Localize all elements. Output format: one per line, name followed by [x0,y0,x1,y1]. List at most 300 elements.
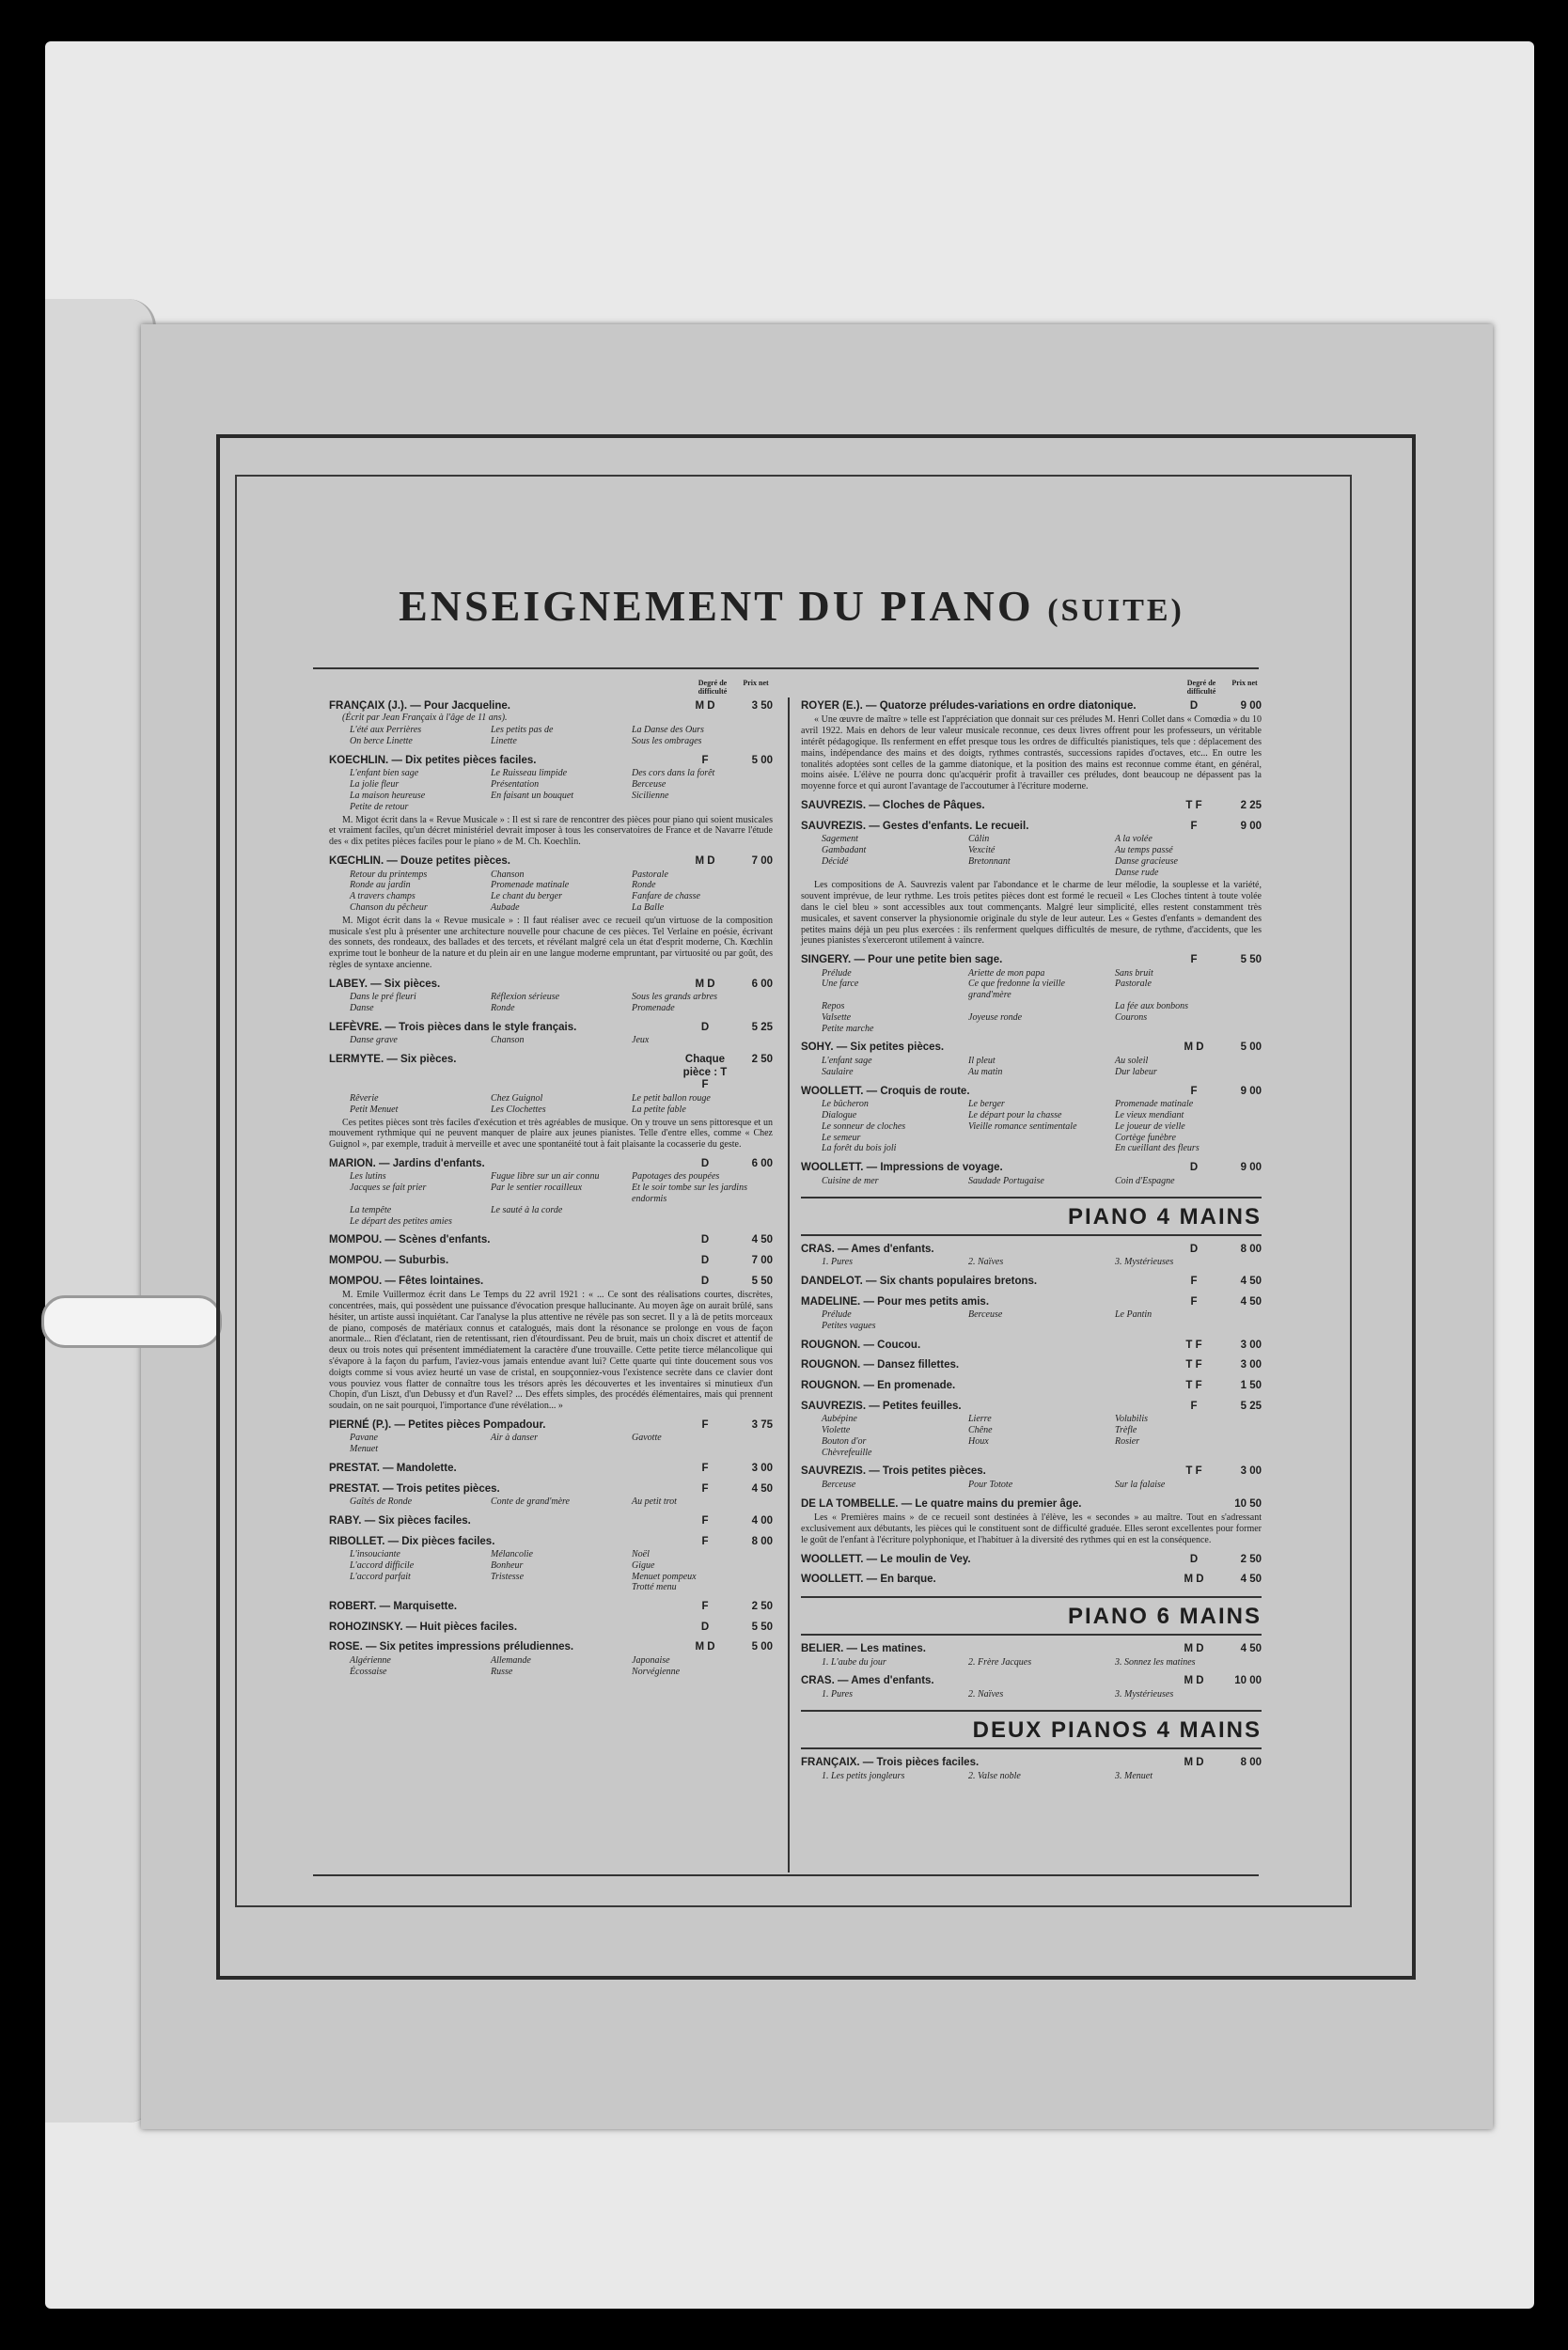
piece-title: Décidé [822,855,849,867]
piece-list [822,1099,1262,1154]
piece-title: Les Clochettes [491,1104,546,1115]
piece-title: Au matin [968,1066,1003,1077]
catalogue-entry [329,755,773,848]
price: 4 50 [751,1482,773,1495]
piece-title: Bonheur [491,1559,524,1571]
piece-title: Noël [632,1549,650,1560]
piece-title: Courons [1115,1011,1148,1023]
piece-title: Au soleil [1115,1056,1149,1067]
piece-list [822,968,1262,1035]
difficulty-grade: F [701,1418,709,1431]
difficulty-grade: D [700,1275,710,1287]
price: 4 50 [1240,1276,1262,1288]
entry-title: SAUVREZIS. — Petites feuilles. [801,1400,962,1412]
entry-title: ROSE. — Six petites impressions préludiennes. [329,1641,574,1653]
price: 9 00 [1240,699,1262,712]
catalogue-entry [801,1554,1262,1567]
piece-title [968,1143,1115,1154]
entry-header [801,1162,1262,1175]
entry-title: KOECHLIN. — Dix petites pièces faciles. [329,754,537,766]
piece-title: Chanson du pêcheur [350,901,428,913]
difficulty-grade: F [701,754,709,766]
entry-header [329,1276,773,1289]
entry-title: PRESTAT. — Trois petites pièces. [329,1482,500,1495]
piece-title: Danse [350,1003,374,1014]
piece-list [822,1771,1262,1782]
piece-title: Par le sentier rocailleux [491,1183,583,1194]
catalogue-entry [329,700,773,747]
piece-title: En faisant un bouquet [491,790,574,801]
piece-title: Petit Menuet [350,1104,399,1115]
piece-title: Ronde au jardin [350,880,411,891]
piece-title: Bretonnant [968,855,1011,867]
entry-title: BELIER. — Les matines. [801,1643,926,1655]
piece-title: Pastorale [1115,979,1152,990]
piece-title: Des cors dans la forêt [632,768,715,779]
entry-title: CRAS. — Ames d'enfants. [801,1675,934,1687]
piece-title [822,868,968,879]
difficulty-grade: T F [1185,1339,1202,1351]
entry-header [329,855,773,869]
price: 5 00 [1240,1042,1262,1054]
entry-header [801,1401,1262,1414]
piece-title: Le sonneur de cloches [822,1120,906,1132]
piece-title: Volubilis [1115,1414,1149,1425]
piece-title: Vexcité [968,844,996,855]
entry-note: Ces petites pièces sont très faciles d'exécution et très agréables de musique. On y trouve un sens pittoresque et un mouvement rythmique qui ne peuvent manquer de plaire aux jeunes pianistes. Telle d'entre elles, comme « Chez Guignol », par exemple, traduit à merveille et avec une spontanéité tout à fait plaisante la cocasserie du geste. [329,1117,773,1151]
piece-title: Promenade matinale [1115,1099,1194,1110]
catalogue-entry [329,1022,773,1046]
piece-title: Danse rude [1115,867,1159,878]
catalogue-entry [801,1380,1262,1393]
price: 6 00 [751,978,773,990]
bottom-rule [313,1874,1259,1876]
piece-list [350,1496,773,1508]
entry-title: MADELINE. — Pour mes petits amis. [801,1295,990,1308]
entry-title: RIBOLLET. — Dix pièces faciles. [329,1535,495,1547]
piece-title: L'été aux Perrières [350,725,422,736]
price: 10 50 [1234,1497,1262,1510]
piece-title: Le sauté à la corde [491,1204,563,1215]
piece-title: Rêverie [350,1092,379,1104]
entry-header [801,1554,1262,1567]
entry-title: FRANÇAIX. — Trois pièces faciles. [801,1757,980,1769]
catalogue-entry [329,1276,773,1412]
piece-list [822,1056,1262,1078]
entry-title: MOMPOU. — Fêtes lointaines. [329,1275,484,1287]
two-pianos-list [801,1757,1262,1781]
piece-title: Trotté menu [632,1582,677,1593]
difficulty-grade: M D [1184,1643,1204,1655]
piece-title: 3. Sonnez les matines [1115,1656,1196,1668]
price: 3 00 [1240,1339,1262,1351]
section-deux-pianos: DEUX PIANOS 4 MAINS [801,1710,1262,1749]
piece-title: Dans le pré fleuri [350,992,416,1003]
difficulty-grade: M D [1184,1042,1204,1054]
entry-title: ROUGNON. — Dansez fillettes. [801,1359,960,1371]
entry-title: LABEY. — Six pièces. [329,978,441,990]
piece-title: Et le soir tombe sur les jardins endormis [632,1183,747,1205]
entry-note: Les compositions de A. Sauvrezis valent par l'abondance et le charme de leur mélodie, la souplesse et la variété, souvent imprévue, de leur rythme. Les trois petites pièces dont est formé le recueil « Les Cloches tintent à toute volée dans le ciel bleu » sont accessibles aux tout commençants. Malgré leur simplicité, elles restent constamment très musicales, et savent conserver la physionomie originale du style de leur auteur. Les « Gestes d'enfants » demandent des petites mains déjà un peu plus exercées : ils renferment quelques difficultés de mesure, de rythme, d'accidents, que les jeunes pianistes s'exerceront utilement à vaincre. [801,880,1262,947]
piece-title: Linette [491,736,517,747]
entry-header [329,1054,773,1092]
price: 4 00 [751,1514,773,1527]
difficulty-grade: F [701,1482,709,1495]
difficulty-grade: T F [1185,1359,1202,1371]
piece-title: Berceuse [632,779,666,791]
piece-title: L'accord parfait [350,1571,411,1582]
piece-title: La maison heureuse [350,790,426,801]
difficulty-grade: F [1190,820,1198,832]
piece-title: Pavane [350,1433,378,1444]
price: 2 50 [751,1054,773,1066]
price: 7 00 [751,1255,773,1266]
piece-title: Menuet [350,1444,378,1455]
difficulty-grade: T F [1185,1380,1202,1392]
piece-title: Aubépine [822,1414,857,1425]
piece-title: Promenade [632,1003,675,1014]
piece-title: Sicilienne [632,790,669,801]
entry-note: M. Migot écrit dans la « Revue Musicale » : Il est si rare de rencontrer des pièces pour piano qui soient musicales et vraiment faciles, qu'un décret ministériel devrait imposer à tous les conservatoires de France et de Navarre l'étude des « dix petites pièces faciles pour le piano » de M. Ch. Koechlin. [329,814,773,848]
piece-title: Jeux [632,1035,650,1046]
catalogue-entry [801,1340,1262,1353]
piece-list [822,1176,1262,1187]
difficulty-grade: F [701,1601,709,1613]
piece-list [350,1655,773,1678]
piece-title: Le semeur [822,1132,861,1143]
price: 5 00 [751,754,773,766]
page-title-text: ENSEIGNEMENT DU PIANO [399,582,1034,630]
price: 3 75 [751,1418,773,1431]
piece-list [350,768,773,812]
entry-title: PIERNÉ (P.). — Petites pièces Pompadour. [329,1418,546,1431]
catalogue-entry [801,1675,1262,1700]
catalogue-entry [801,1042,1262,1077]
piece-list [350,1035,773,1046]
piece-title: Chêne [968,1424,993,1435]
entry-title: CRAS. — Ames d'enfants. [801,1243,934,1255]
entry-header [801,1276,1262,1289]
piece-list [350,1093,773,1116]
price: 5 00 [751,1641,773,1653]
piece-title: La fée aux bonbons [1115,1001,1189,1012]
entry-title: SAUVREZIS. — Gestes d'enfants. Le recueil. [801,820,1029,832]
piece-title: Gambadant [822,844,867,855]
entry-header [801,1465,1262,1479]
piece-title: Trèfle [1115,1424,1137,1435]
difficulty-grade: D [700,1234,710,1246]
entry-header [801,1296,1262,1309]
piece-title: Aubade [491,901,520,913]
catalogue-entry [801,1359,1262,1372]
entry-title: SAUVREZIS. — Cloches de Pâques. [801,800,985,812]
piece-title: Chez Guignol [491,1092,543,1104]
piece-title: Dialogue [822,1109,857,1120]
price: 9 00 [1240,1085,1262,1097]
entry-header [329,1515,773,1528]
piece-title: Au temps passé [1115,844,1173,855]
price: 6 00 [751,1157,773,1169]
piece-title: Chèvrefeuille [822,1447,872,1458]
difficulty-grade: F [1190,1295,1198,1308]
catalogue-entry [801,1574,1262,1587]
piece-title: Prélude [822,967,852,979]
entry-header [329,1601,773,1614]
column-divider [788,697,790,1872]
piece-title: Présentation [491,779,540,791]
piece-title: La Danse des Ours [632,725,704,736]
price: 8 00 [1240,1757,1262,1769]
price: 5 50 [751,1275,773,1287]
entry-title: LEFÈVRE. — Trois pièces dans le style français. [329,1021,577,1033]
price: 9 00 [1240,820,1262,832]
page-title-suffix: (SUITE) [1047,593,1184,628]
piece-title: Danse grave [350,1035,398,1046]
entry-title: SINGERY. — Pour une petite bien sage. [801,954,1003,966]
price: 7 00 [751,854,773,867]
catalogue-entry [801,821,1262,948]
difficulty-grade: F [701,1514,709,1527]
piece-list [350,1433,773,1455]
catalogue-entry [329,1419,773,1455]
right-entry-list [801,700,1262,1187]
header-degree-right: Degré de difficulté [1186,679,1216,697]
difficulty-grade: F [701,1463,709,1475]
piece-title: Cuisine de mer [822,1175,879,1186]
catalogue-entry [801,1498,1262,1546]
entry-note: M. Migot écrit dans la « Revue musicale » : Il faut réaliser avec ce recueil qu'un virtuose de la composition musicale s'est plu à présenter une architecture nouvelle pour chacune de ces pièces. Tel Verlaine en poésie, écrivant des sonnets, des rondeaux, des ballades et des tercets, et révélant malgré cela un état d'esprit moderne, Ch. Kœchlin exprime tout le bonheur de la nature et du plein air en une langue moderne empruntant, par virtuosité ou par goût, des règles de syntaxe ancienne. [329,915,773,970]
piece-title: Gaîtés de Ronde [350,1496,413,1508]
section-piano-6-mains: PIANO 6 MAINS [801,1596,1262,1636]
piece-title: La Balle [632,901,665,913]
piece-title: La tempête [350,1204,392,1215]
piece-title: Sagement [822,834,858,845]
entry-header [801,821,1262,834]
price: 4 50 [1240,1574,1262,1586]
piece-title: Petite de retour [350,801,409,812]
page-title [235,581,1348,631]
piece-title [350,1582,491,1593]
catalogue-entry [801,954,1262,1034]
entry-title: ROYER (E.). — Quatorze préludes-variations en ordre diatonique. [801,699,1137,712]
piece-title: Bouton d'or [822,1435,867,1447]
entry-header [801,1086,1262,1099]
piece-title: Russe [491,1666,513,1677]
piece-title: Coin d'Espagne [1115,1175,1175,1186]
entry-title: FRANÇAIX (J.). — Pour Jacqueline. [329,699,510,712]
piece-title: Câlin [968,834,990,845]
piece-title: La forêt du bois joli [822,1143,897,1154]
entry-header [801,1340,1262,1353]
catalogue-entry [801,1296,1262,1332]
piece-list [822,1414,1262,1458]
price: 5 25 [751,1021,773,1033]
piece-title: Fanfare de chasse [632,891,700,902]
catalogue-entry [329,1515,773,1528]
price: 3 00 [1240,1359,1262,1371]
piece-title: Repos [822,1001,845,1012]
entry-header [329,1234,773,1247]
piece-title: Au petit trot [632,1496,677,1508]
piece-title: La jolie fleur [350,779,400,791]
piece-title: Sous les ombrages [632,736,702,747]
difficulty-grade: F [1190,954,1198,966]
piece-title: Saudade Portugaise [968,1175,1044,1186]
price: 9 00 [1240,1162,1262,1174]
difficulty-grade: D [700,1255,710,1266]
catalogue-entry [801,700,1262,792]
entry-title: DANDELOT. — Six chants populaires bretons. [801,1276,1038,1288]
entry-title: KŒCHLIN. — Douze petites pièces. [329,854,510,867]
piece-title: Valsette [822,1011,852,1023]
difficulty-grade: D [700,1021,710,1033]
difficulty-grade: F [1190,1400,1198,1412]
difficulty-grade: F [1190,1276,1198,1288]
entry-header [329,1641,773,1654]
entry-header [329,1158,773,1171]
piece-title: A travers champs [350,891,416,902]
entry-note: Les « Premières mains » de ce recueil sont destinées à l'élève, les « secondes » au maître. Tout en s'adressant exclusivement aux débutants, les pièces qui le constituent sont de difficulté graduée. Elles seront excellentes pour former le goût de l'enfant à l'écriture polyphonique, et l'habituer à la diversité des rythmes qui en est la conséquence. [801,1512,1262,1545]
piece-title: Pastorale [632,869,668,880]
entry-header [801,1643,1262,1656]
difficulty-grade: D [1189,1243,1199,1255]
piece-title: Pour Totote [968,1479,1013,1490]
piece-list [822,1257,1262,1268]
entry-header [801,700,1262,713]
entry-title: RABY. — Six pièces faciles. [329,1514,471,1527]
difficulty-grade: T F [1185,800,1202,812]
difficulty-grade: T F [1185,1465,1202,1478]
entry-header [329,1483,773,1496]
price: 1 50 [1240,1380,1262,1392]
piece-title: L'insouciante [350,1549,400,1560]
piece-list [350,870,773,914]
catalogue-entry [329,1641,773,1677]
piece-list [350,725,773,747]
entry-header [329,1463,773,1476]
difficulty-grade: M D [1184,1757,1204,1769]
catalogue-entry [801,1276,1262,1289]
piece-title: Conte de grand'mère [491,1496,570,1508]
entry-title: ROUGNON. — Coucou. [801,1339,921,1351]
piece-title: Berceuse [822,1479,856,1490]
entry-title: SOHY. — Six petites pièces. [801,1042,945,1054]
difficulty-grade: F [701,1535,709,1547]
top-rule [313,667,1259,669]
piece-list [822,1480,1262,1491]
piece-title: Le départ pour la chasse [968,1109,1062,1120]
catalogue-entry [329,1158,773,1228]
piece-title: Menuet pompeux [632,1571,697,1582]
entry-note: M. Emile Vuillermoz écrit dans Le Temps du 22 avril 1921 : « ... Ce sont des réalisations courtes, discrètes, concentrées, mais, qui possèdent une puissance d'évocation presque hallucinante. Au moyen âge on aurait brûlé, sans hésiter, un artiste aussi inquiétant. Car l'analyse la plus attentive ne révèle pas son secret. Il y a là de petits morceaux de piano, composés de matériaux connus et catalogués, mais dont la résonance se prolonge en vous de façon anormale... Rien d'éclatant, rien de retentissant, rien d'étourdissant. Peu de bruit, mais un choix discret et attentif de deux ou trois notes qui présentent immédiatement la caractère d'une trouvaille. Cette petite tierce mélancolique qui s'évapore à la façon du parfum, l'aviez-vous jamais entendue avant lui? Cette quarte qui tinte doucement sous vos doigts comme si vous aviez heurté un vase de cristal, en soupçonniez-vous l'existence secrète dans ce clavier dont vous pouviez vous flatter de connaître tous les trésors après les découvertes et les inventaires si minutieux d'un Chopin, d'un Liszt, d'un Debussy et d'un Ravel? ... Des effets simples, des procédés élémentaires, mais qui prennent soudain, on ne sait pourquoi, l'importance d'une révélation... » [329,1290,773,1412]
entry-header [801,1244,1262,1257]
piece-title [632,1205,773,1216]
piece-title: Une farce [822,979,859,990]
piece-title: Tristesse [491,1571,525,1582]
piece-title: Les lutins [350,1171,386,1183]
piece-list [350,992,773,1014]
difficulty-grade: D [1189,1553,1199,1565]
section-piano-4-mains: PIANO 4 MAINS [801,1197,1262,1236]
piece-list [350,1549,773,1593]
right-column [801,679,1262,1789]
entry-header [329,1022,773,1035]
entry-header [329,1419,773,1433]
piece-title: Vieille romance sentimentale [968,1120,1077,1132]
difficulty-grade: M D [1184,1675,1204,1687]
piece-list [822,1657,1262,1668]
piece-title: Réflexion sérieuse [491,992,560,1003]
entry-header [801,954,1262,967]
difficulty-grade: D [700,1157,710,1169]
entry-title: ROBERT. — Marquisette. [329,1601,458,1613]
price: 4 50 [1240,1295,1262,1308]
piece-title: Le berger [968,1099,1005,1110]
difficulty-grade: Chaque pièce : T F [682,1054,728,1091]
piece-list [822,1689,1262,1700]
difficulty-grade: D [1189,699,1199,712]
piece-list [822,1309,1262,1332]
catalogue-entry [801,1401,1262,1459]
entry-header [329,700,773,713]
piece-title: Ce que fredonne la vieille grand'mère [968,979,1065,1001]
piece-title [491,1582,632,1593]
entry-title: DE LA TOMBELLE. — Le quatre mains du premier âge. [801,1497,1082,1510]
catalogue-entry [801,1162,1262,1186]
catalogue-entry [329,1536,773,1594]
piece-title: 3. Menuet [1115,1770,1152,1781]
piece-title: On berce Linette [350,736,413,747]
piece-title: L'accord difficile [350,1559,415,1571]
piece-title: Le Ruisseau limpide [491,768,568,779]
piece-title: Petites vagues [822,1321,876,1332]
entry-title: MARION. — Jardins d'enfants. [329,1157,485,1169]
piece-title: Rosier [1115,1435,1140,1447]
piece-title: Mélancolie [491,1549,533,1560]
piece-title: 2. Valse noble [968,1770,1021,1781]
header-price-right: Prix net [1231,679,1258,687]
entry-title: SAUVREZIS. — Trois petites pièces. [801,1465,986,1478]
piece-title: L'enfant bien sage [350,768,419,779]
entry-header [801,800,1262,813]
difficulty-grade: M D [695,1641,715,1653]
price: 3 50 [751,699,773,712]
catalogue-entry [329,855,773,971]
piece-title: 3. Mystérieuses [1115,1689,1174,1700]
left-column [329,679,773,1685]
entry-header [329,755,773,768]
entry-title: WOOLLETT. — Impressions de voyage. [801,1162,1003,1174]
piece-title: 1. L'aube du jour [822,1656,886,1668]
piece-title: 3. Mystérieuses [1115,1257,1174,1268]
header-price: Prix net [743,679,769,687]
six-hands-list [801,1643,1262,1700]
catalogue-entry [801,800,1262,813]
entry-title: WOOLLETT. — En barque. [801,1574,936,1586]
catalogue-entry [801,1465,1262,1490]
difficulty-grade: M D [695,699,715,712]
piece-title: Houx [968,1435,989,1447]
piece-title: Lierre [968,1414,992,1425]
piece-title: Cortège funèbre [1115,1132,1176,1143]
price: 8 00 [751,1535,773,1547]
difficulty-grade: F [1190,1085,1198,1097]
piece-title [968,1133,1115,1144]
difficulty-grade: D [1189,1162,1199,1174]
piece-title: Retour du printemps [350,869,428,880]
piece-title: Japonaise [632,1654,670,1666]
entry-header [329,1622,773,1635]
